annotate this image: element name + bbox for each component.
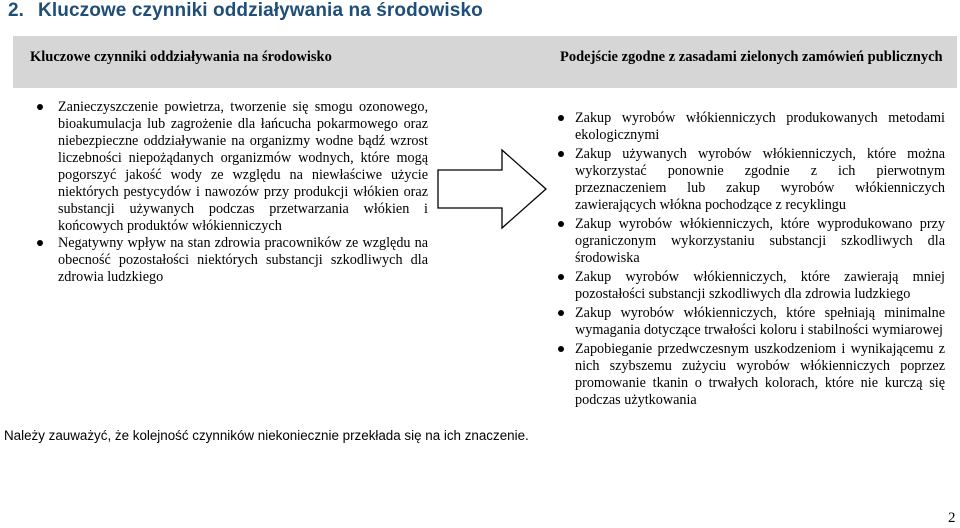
bullet-icon xyxy=(558,221,564,227)
list-item-text: Zapobieganie przedwczesnym uszkodzeniom i wynikającemu z nich szybszemu zużyciu wyrobów włókienniczych poprzez promowanie tkanin o trwałych kolorach, które nie kurczą się podczas użytkowania xyxy=(575,341,945,408)
list-item-text: Zakup używanych wyrobów włókienniczych, które można wykorzystać ponownie zgodnie z ich pierwotnym przeznaczeniem lub zakup wyrobów włókienniczych zawierających włókna pochodzące z recyklingu xyxy=(575,146,945,213)
bullet-icon xyxy=(558,346,564,352)
list-item-text: Zakup wyrobów włókienniczych, które wyprodukowano przy ograniczonym wykorzystaniu substancji szkodliwych dla środowiska xyxy=(575,216,945,266)
list-item-text: Zakup wyrobów włókienniczych, które zawierają mniej pozostałości substancji szkodliwych dla zdrowia ludzkiego xyxy=(575,269,945,302)
bullet-icon xyxy=(558,115,564,121)
list-item xyxy=(575,216,945,267)
section-number: 2. xyxy=(8,0,25,21)
factors-list xyxy=(58,99,428,286)
list-item xyxy=(58,99,428,235)
bullet-icon xyxy=(37,240,43,246)
table-header-left: Kluczowe czynniki oddziaływania na środowisko xyxy=(30,49,332,65)
bullet-icon xyxy=(558,310,564,316)
bullet-icon xyxy=(558,274,564,280)
list-item xyxy=(575,269,945,303)
list-item-text: Zakup wyrobów włókienniczych produkowanych metodami ekologicznymi xyxy=(575,110,945,143)
list-item xyxy=(575,146,945,214)
table-header-right: Podejście zgodne z zasadami zielonych zamówień publicznych xyxy=(560,49,943,65)
section-title: Kluczowe czynniki oddziaływania na środowisko xyxy=(38,0,483,21)
list-item-text: Negatywny wpływ na stan zdrowia pracowników ze względu na obecność pozostałości niektórych substancji szkodliwych dla zdrowia ludzkiego xyxy=(58,235,428,285)
list-item-text: Zanieczyszczenie powietrza, tworzenie się smogu ozonowego, bioakumulacja lub zagrożenie dla łańcucha pokarmowego oraz niebezpieczne oddziaływanie na organizmy wodne bądź wzrost liczebności niepożądanych organizmów wodnych, które mogą pogorszyć jakość wody ze względu na niewłaściwe użycie niektórych pestycydów i nawozów przy produkcji włókien oraz substancji używanych podczas przetwarzania włókien i końcowych produktów włókienniczych xyxy=(58,99,428,234)
bullet-icon xyxy=(37,104,43,110)
list-item xyxy=(575,110,945,144)
list-item xyxy=(575,341,945,409)
list-item-text: Zakup wyrobów włókienniczych, które spełniają minimalne wymagania dotyczące trwałości koloru i stabilności wymiarowej xyxy=(575,305,945,338)
list-item xyxy=(58,235,428,286)
section-heading xyxy=(8,0,483,22)
bullet-icon xyxy=(558,151,564,157)
footnote: Należy zauważyć, że kolejność czynników niekoniecznie przekłada się na ich znaczenie. xyxy=(4,428,529,443)
list-item xyxy=(575,305,945,339)
page-number: 2 xyxy=(948,510,956,526)
right-arrow-icon xyxy=(436,148,548,230)
approach-list xyxy=(575,110,945,411)
